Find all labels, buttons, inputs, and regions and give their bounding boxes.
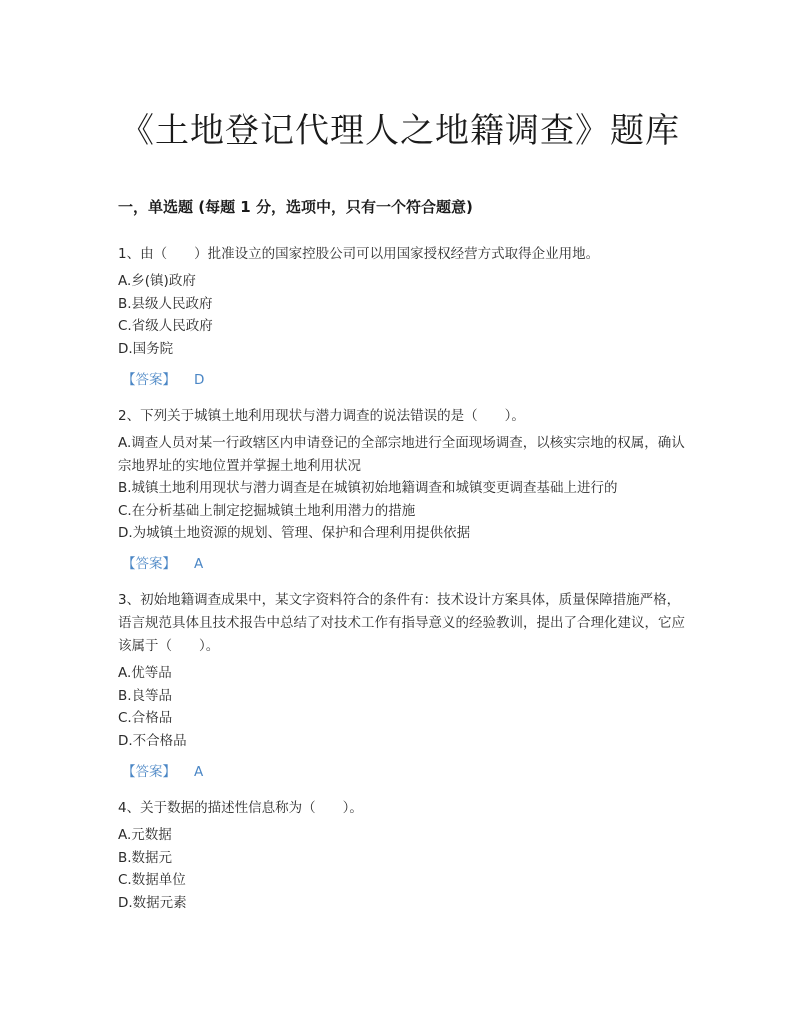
answer-label: 【答案】: [122, 556, 176, 572]
option-a: A.优等品: [118, 665, 172, 681]
question-2: [118, 405, 688, 545]
option-a: A.元数据: [118, 827, 172, 843]
option-a: A.调查人员对某一行政辖区内申请登记的全部宗地进行全面现场调查，以核实宗地的权属，确认宗地界址的实地位置并掌握土地利用状况: [118, 435, 685, 474]
answer-label: 【答案】: [122, 372, 176, 388]
option-b: B.良等品: [118, 687, 173, 704]
document-title: 《土地登记代理人之地籍调查》题库: [120, 111, 680, 151]
option-a: A.乡(镇)政府: [118, 273, 196, 289]
option-c: C.数据单位: [118, 872, 186, 888]
option-b: B.县级人民政府: [118, 295, 213, 312]
answer-value: A: [194, 556, 204, 572]
question-text: 1、由（ ）批准设立的国家控股公司可以用国家授权经营方式取得企业用地。: [118, 246, 600, 262]
answer-3: [122, 761, 203, 783]
option-c: C.在分析基础上制定挖掘城镇土地利用潜力的措施: [118, 502, 416, 519]
option-d: D.数据元素: [118, 894, 187, 911]
option-d: D.不合格品: [118, 732, 187, 749]
question-4: [118, 797, 688, 914]
option-c: C.省级人民政府: [118, 318, 213, 334]
answer-2: [122, 553, 203, 575]
question-text: 3、初始地籍调查成果中，某文字资料符合的条件有：技术设计方案具体，质量保障措施严格，语言规范具体且技术报告中总结了对技术工作有指导意义的经验教训，提出了合理化建议，它应该属于（ ）。: [118, 592, 685, 654]
section-heading: 一，单选题 (每题 1 分，选项中，只有一个符合题意): [118, 198, 473, 216]
question-text: 4、关于数据的描述性信息称为（ ）。: [118, 800, 363, 816]
question-3: [118, 589, 688, 752]
answer-value: D: [194, 372, 205, 388]
answer-label: 【答案】: [122, 764, 176, 780]
question-text: 2、下列关于城镇土地利用现状与潜力调查的说法错误的是（ ）。: [118, 408, 525, 424]
option-d: D.为城镇土地资源的规划、管理、保护和合理利用提供依据: [118, 525, 471, 541]
answer-1: [122, 369, 204, 391]
option-d: D.国务院: [118, 340, 174, 357]
question-1: [118, 243, 688, 360]
option-c: C.合格品: [118, 710, 173, 726]
answer-value: A: [194, 764, 204, 780]
option-b: B.城镇土地利用现状与潜力调查是在城镇初始地籍调查和城镇变更调查基础上进行的: [118, 480, 618, 496]
option-b: B.数据元: [118, 849, 173, 866]
